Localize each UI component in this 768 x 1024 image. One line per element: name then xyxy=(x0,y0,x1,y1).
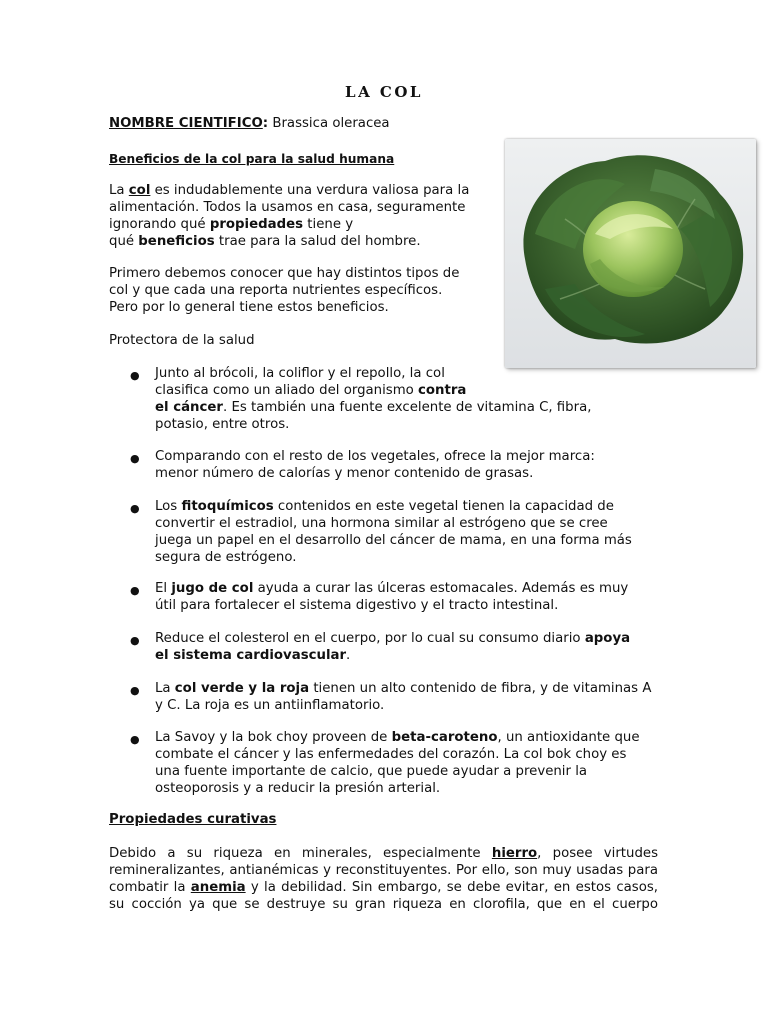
b5-text: . xyxy=(346,648,351,663)
b4-line-1 xyxy=(155,581,628,597)
final-text: y la debilidad. Sin embargo, se debe evitar, en estos casos, xyxy=(245,880,658,895)
b7-line-2: combate el cáncer y las enfermedades del corazón. La col bok choy es xyxy=(155,747,627,762)
b6-line-2: y C. La roja es un antiinflamatorio. xyxy=(155,698,385,713)
b7-text: , un antioxidante que xyxy=(497,730,640,745)
b3-bold: fitoquímicos xyxy=(181,499,274,514)
b3-text: Los xyxy=(155,499,182,514)
intro-text: es indudablemente una verdura valiosa para la xyxy=(150,183,470,198)
intro-text: La xyxy=(109,183,129,198)
protectora-subheading: Protectora de la salud xyxy=(109,333,255,348)
bullet-dot: ● xyxy=(130,502,140,515)
b6-line-1 xyxy=(155,681,651,697)
final-text: combatir la xyxy=(109,880,191,895)
scientific-name-value: Brassica oleracea xyxy=(272,116,390,131)
b1-text: . Es también una fuente excelente de vitamina C, fibra, xyxy=(222,400,592,415)
para2-line-1: Primero debemos conocer que hay distintos tipos de xyxy=(109,266,460,281)
para2-line-3: Pero por lo general tiene estos beneficios. xyxy=(109,300,389,315)
curativas-heading: Propiedades curativas xyxy=(109,812,277,827)
b4-bold: jugo de col xyxy=(171,581,254,596)
cabbage-illustration xyxy=(505,139,756,368)
final-line-4: su cocción ya que se destruye su gran riqueza en clorofila, que en el cuerpo xyxy=(109,897,658,912)
final-line-2: remineralizantes, antianémicas y reconstituyentes. Por ello, son muy usadas para xyxy=(109,863,658,878)
b4-text: El xyxy=(155,581,172,596)
bullet-dot: ● xyxy=(130,634,140,647)
intro-line-4 xyxy=(109,234,421,250)
b5-bold: el sistema cardiovascular xyxy=(155,648,347,663)
b6-text: tienen un alto contenido de fibra, y de vitaminas A xyxy=(309,681,652,696)
intro-line-3 xyxy=(109,217,353,233)
b3-line-1 xyxy=(155,499,614,515)
bullet-dot: ● xyxy=(130,584,140,597)
b1-line-3 xyxy=(155,400,591,416)
b1-line-2 xyxy=(155,383,466,399)
scientific-name-line xyxy=(109,116,390,132)
beneficios-text: beneficios xyxy=(138,234,215,249)
b4-line-2: útil para fortalecer el sistema digestivo y el tracto intestinal. xyxy=(155,598,559,613)
scientific-name-label: NOMBRE CIENTIFICO xyxy=(109,116,263,131)
b5-bold: apoya xyxy=(584,631,631,646)
intro-line-1 xyxy=(109,183,469,199)
hierro-text: hierro xyxy=(491,846,538,861)
col-link-text: col xyxy=(128,183,151,198)
page-title: LA COL xyxy=(345,83,423,101)
benefits-heading: Beneficios de la col para la salud humana xyxy=(109,152,395,166)
b3-text: contenidos en este vegetal tienen la capacidad de xyxy=(273,499,614,514)
scientific-name-colon: : xyxy=(262,116,269,131)
b2-line-1: Comparando con el resto de los vegetales, ofrece la mejor marca: xyxy=(155,449,595,464)
b3-line-3: juega un papel en el desarrollo del cáncer de mama, en una forma más xyxy=(155,533,632,548)
b2-line-2: menor número de calorías y menor contenido de grasas. xyxy=(155,466,534,481)
intro-text: ignorando qué xyxy=(109,217,210,232)
final-text: Debido a su riqueza en minerales, especialmente xyxy=(109,846,492,861)
b7-line-1 xyxy=(155,730,640,746)
b7-bold: beta-caroteno xyxy=(391,730,498,745)
final-line-3 xyxy=(109,880,658,896)
b5-line-1 xyxy=(155,631,630,647)
b7-text: La Savoy y la bok choy proveen de xyxy=(155,730,392,745)
intro-text: tiene y xyxy=(303,217,354,232)
intro-line-2: alimentación. Todos la usamos en casa, seguramente xyxy=(109,200,466,215)
b1-bold: el cáncer xyxy=(155,400,223,415)
b6-text: La xyxy=(155,681,175,696)
b6-bold: col verde y la roja xyxy=(174,681,310,696)
b1-text: clasifica como un aliado del organismo xyxy=(155,383,419,398)
bullet-dot: ● xyxy=(130,684,140,697)
propiedades-text: propiedades xyxy=(209,217,304,232)
b1-line-1: Junto al brócoli, la coliflor y el repollo, la col xyxy=(155,366,445,381)
b1-line-4: potasio, entre otros. xyxy=(155,417,290,432)
b7-line-3: una fuente importante de calcio, que puede ayudar a prevenir la xyxy=(155,764,588,779)
b5-text: Reduce el colesterol en el cuerpo, por lo cual su consumo diario xyxy=(155,631,585,646)
bullet-dot: ● xyxy=(130,733,140,746)
b7-line-4: osteoporosis y a reducir la presión arterial. xyxy=(155,781,441,796)
intro-text: qué xyxy=(109,234,139,249)
b3-line-2: convertir el estradiol, una hormona similar al estrógeno que se cree xyxy=(155,516,608,531)
bullet-dot: ● xyxy=(130,452,140,465)
b1-bold: contra xyxy=(418,383,467,398)
para2-line-2: col y que cada una reporta nutrientes específicos. xyxy=(109,283,443,298)
intro-text: trae para la salud del hombre. xyxy=(214,234,421,249)
b5-line-2 xyxy=(155,648,350,664)
b4-text: ayuda a curar las úlceras estomacales. Además es muy xyxy=(253,581,629,596)
anemia-text: anemia xyxy=(190,880,246,895)
bullet-dot: ● xyxy=(130,369,140,382)
b3-line-4: segura de estrógeno. xyxy=(155,550,297,565)
final-line-1 xyxy=(109,846,658,862)
final-text: , posee virtudes xyxy=(537,846,658,861)
cabbage-photo xyxy=(505,139,756,368)
